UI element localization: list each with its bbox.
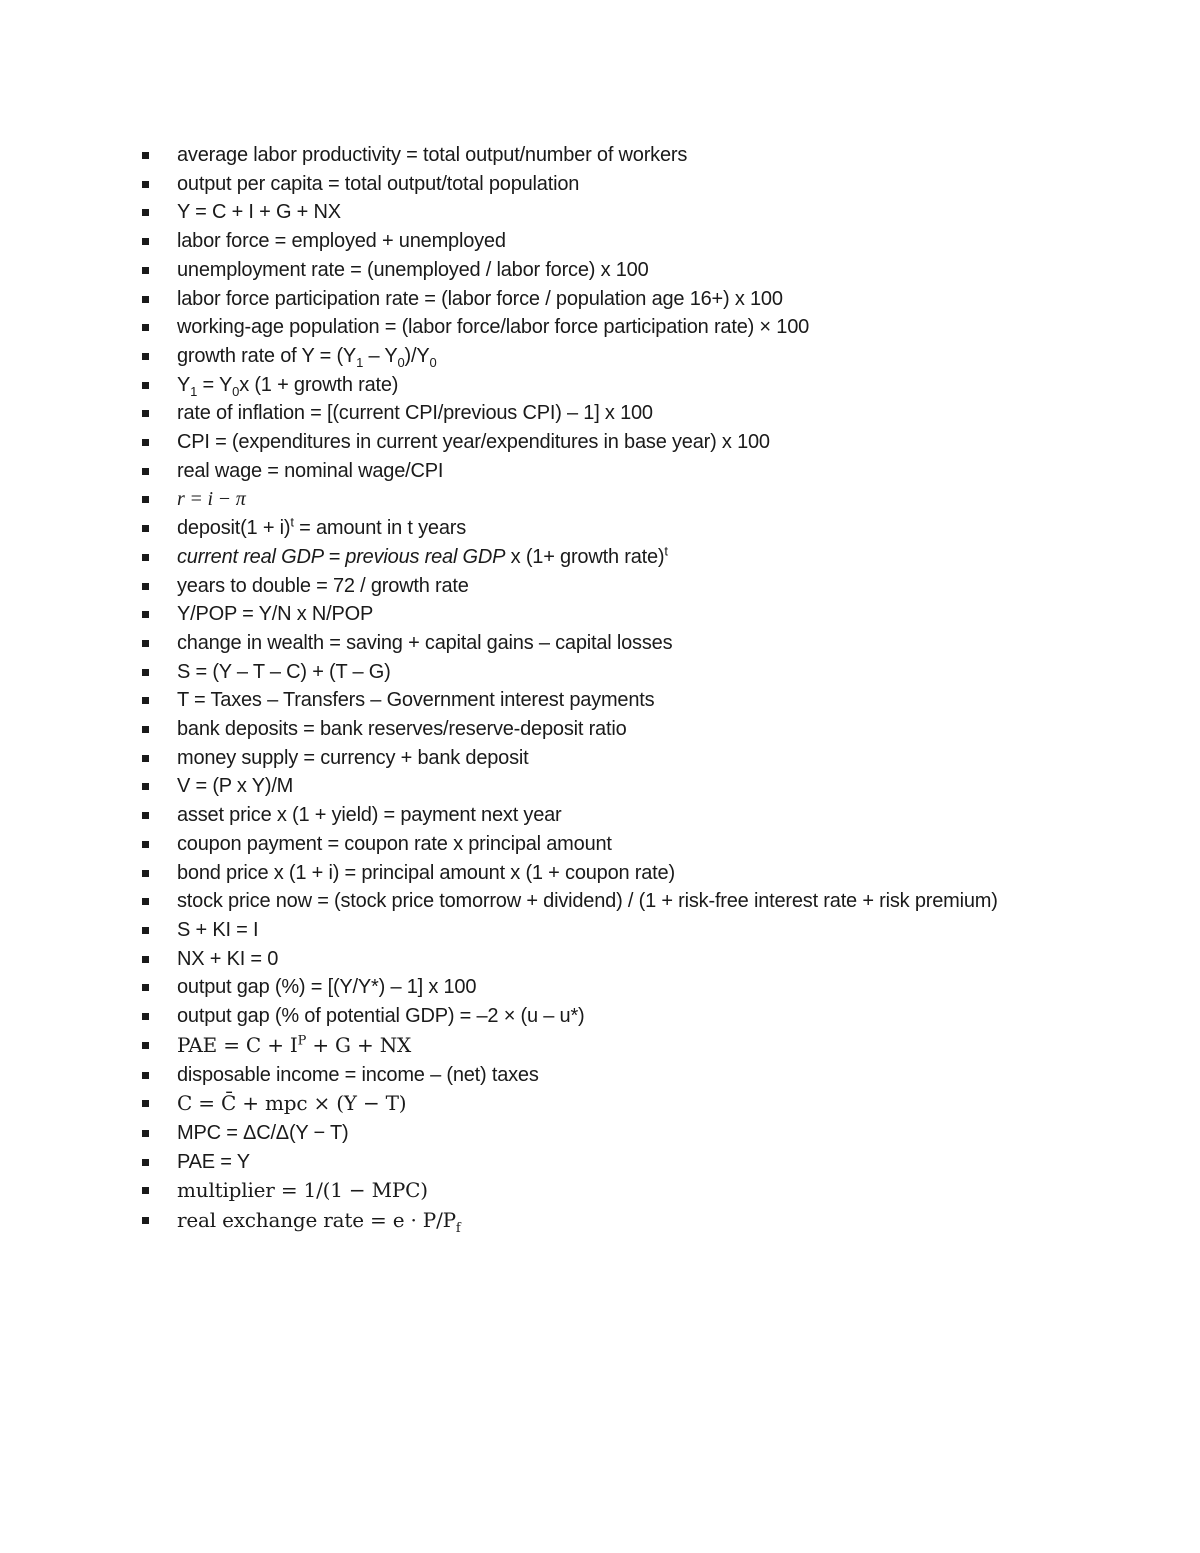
- subscript: 1: [356, 354, 364, 370]
- formula-real-wage: [140, 457, 1020, 486]
- formula-part: PAE = C + I: [177, 1032, 298, 1057]
- formula-text: rate of inflation = [(current CPI/previous CPI) – 1] x 100: [177, 402, 653, 425]
- formula-net-exports-capital: [140, 945, 1020, 974]
- formula-text: [177, 1208, 461, 1237]
- square-bullet-icon: [142, 525, 149, 532]
- formula-coupon-payment: [140, 830, 1020, 859]
- formula-real-exchange-rate: [140, 1206, 1020, 1236]
- square-bullet-icon: [142, 238, 149, 245]
- square-bullet-icon: [142, 1130, 149, 1137]
- formula-part: )/Y: [404, 344, 430, 367]
- square-bullet-icon: [142, 382, 149, 389]
- formula-text: real wage = nominal wage/CPI: [177, 459, 444, 482]
- formula-output-gap: [140, 973, 1020, 1002]
- formula-velocity: [140, 772, 1020, 801]
- formula-working-age-population: [140, 313, 1020, 342]
- formula-text: labor force = employed + unemployed: [177, 230, 506, 253]
- superscript: t: [290, 514, 294, 530]
- formula-text: change in wealth = saving + capital gains – capital losses: [177, 631, 673, 654]
- formula-compound-deposit: [140, 514, 1020, 543]
- square-bullet-icon: [142, 324, 149, 331]
- subscript: 0: [232, 383, 240, 399]
- formula-output-decomposition: [140, 600, 1020, 629]
- formula-text: Y/POP = Y/N x N/POP: [177, 603, 374, 626]
- square-bullet-icon: [142, 1042, 149, 1049]
- formula-text: S + KI = I: [177, 918, 259, 941]
- formula-multiplier: [140, 1176, 1020, 1206]
- square-bullet-icon: [142, 554, 149, 561]
- formula-money-supply: [140, 744, 1020, 773]
- formula-growth-rate: [140, 342, 1020, 371]
- square-bullet-icon: [142, 669, 149, 676]
- formula-text: MPC = ΔC/Δ(Y − T): [177, 1121, 349, 1144]
- square-bullet-icon: [142, 152, 149, 159]
- formula-participation-rate: [140, 285, 1020, 314]
- formula-asset-price: [140, 801, 1020, 830]
- subscript: f: [455, 1221, 461, 1237]
- formula-part: x (1 + growth rate): [239, 373, 399, 396]
- formula-inflation-rate: [140, 399, 1020, 428]
- square-bullet-icon: [142, 697, 149, 704]
- square-bullet-icon: [142, 783, 149, 790]
- formula-part: deposit(1 + i): [177, 517, 291, 540]
- formula-text: NX + KI = 0: [177, 947, 279, 970]
- formula-labor-force: [140, 227, 1020, 256]
- square-bullet-icon: [142, 1100, 149, 1107]
- formula-part: – Y: [363, 344, 398, 367]
- square-bullet-icon: [142, 956, 149, 963]
- square-bullet-icon: [142, 812, 149, 819]
- subscript: 0: [429, 354, 437, 370]
- square-bullet-icon: [142, 410, 149, 417]
- square-bullet-icon: [142, 984, 149, 991]
- formula-average-labor-productivity: [140, 141, 1020, 170]
- formula-real-gdp-growth: [140, 543, 1020, 572]
- square-bullet-icon: [142, 898, 149, 905]
- formula-part: x (1+ growth rate): [505, 545, 665, 568]
- formula-text: unemployment rate = (unemployed / labor force) x 100: [177, 258, 649, 281]
- formula-text: years to double = 72 / growth rate: [177, 574, 469, 597]
- square-bullet-icon: [142, 1187, 149, 1194]
- formula-gdp-identity: [140, 198, 1020, 227]
- formula-part: growth rate of Y = (Y: [177, 344, 357, 367]
- formula-text: [177, 514, 466, 540]
- square-bullet-icon: [142, 1013, 149, 1020]
- formula-rule-of-72: [140, 572, 1020, 601]
- formula-text: bank deposits = bank reserves/reserve-deposit ratio: [177, 718, 627, 741]
- formula-part: = Y: [197, 373, 233, 396]
- square-bullet-icon: [142, 640, 149, 647]
- square-bullet-icon: [142, 1072, 149, 1079]
- formula-text: output gap (%) = [(Y/Y*) – 1] x 100: [177, 976, 477, 999]
- formula-future-output: [140, 371, 1020, 400]
- formula-text: CPI = (expenditures in current year/expenditures in base year) x 100: [177, 431, 770, 454]
- formula-stock-price: [140, 887, 1020, 916]
- square-bullet-icon: [142, 468, 149, 475]
- square-bullet-icon: [142, 296, 149, 303]
- formula-text: S = (Y – T – C) + (T – G): [177, 660, 391, 683]
- subscript: 0: [397, 354, 405, 370]
- formula-text: output gap (% of potential GDP) = –2 × (u – u*): [177, 1005, 585, 1028]
- formula-saving-investment: [140, 916, 1020, 945]
- square-bullet-icon: [142, 726, 149, 733]
- formula-text: working-age population = (labor force/labor force participation rate) × 100: [177, 316, 810, 339]
- formula-output-per-capita: [140, 170, 1020, 199]
- formula-text: disposable income = income – (net) taxes: [177, 1063, 539, 1086]
- square-bullet-icon: [142, 870, 149, 877]
- square-bullet-icon: [142, 209, 149, 216]
- formula-text: T = Taxes – Transfers – Government interest payments: [177, 689, 655, 712]
- formula-text: Y = C + I + G + NX: [177, 201, 341, 224]
- formula-text: average labor productivity = total output/number of workers: [177, 144, 688, 166]
- formula-mpc: [140, 1119, 1020, 1148]
- formula-text: coupon payment = coupon rate x principal amount: [177, 832, 612, 855]
- formula-part: + G + NX: [306, 1032, 412, 1057]
- formula-text: multiplier = 1/(1 − MPC): [177, 1178, 428, 1203]
- formula-net-taxes: [140, 686, 1020, 715]
- formula-unemployment-rate: [140, 256, 1020, 285]
- formula-list: [140, 141, 1020, 1236]
- superscript: t: [664, 543, 668, 559]
- formula-cpi: [140, 428, 1020, 457]
- formula-text: asset price x (1 + yield) = payment next year: [177, 804, 562, 827]
- formula-text: r = i − π: [177, 488, 246, 511]
- formula-national-saving: [140, 658, 1020, 687]
- formula-text: [177, 373, 399, 399]
- square-bullet-icon: [142, 496, 149, 503]
- square-bullet-icon: [142, 841, 149, 848]
- square-bullet-icon: [142, 267, 149, 274]
- formula-disposable-income: [140, 1061, 1020, 1090]
- formula-text: output per capita = total output/total population: [177, 172, 580, 195]
- formula-text: [177, 344, 437, 370]
- formula-part: current real GDP = previous real GDP: [177, 545, 506, 568]
- square-bullet-icon: [142, 927, 149, 934]
- square-bullet-icon: [142, 611, 149, 618]
- formula-text: V = (P x Y)/M: [177, 775, 294, 798]
- formula-text: bond price x (1 + i) = principal amount x (1 + coupon rate): [177, 861, 675, 884]
- formula-bank-deposits: [140, 715, 1020, 744]
- formula-change-in-wealth: [140, 629, 1020, 658]
- formula-text: C = C̄ + mpc × (Y − T): [177, 1091, 407, 1116]
- formula-part: real exchange rate = e · P/P: [177, 1208, 456, 1233]
- formula-equilibrium: [140, 1148, 1020, 1177]
- formula-text: money supply = currency + bank deposit: [177, 746, 529, 769]
- square-bullet-icon: [142, 181, 149, 188]
- formula-part: = amount in t years: [293, 517, 466, 540]
- square-bullet-icon: [142, 1159, 149, 1166]
- superscript: P: [297, 1033, 307, 1049]
- square-bullet-icon: [142, 583, 149, 590]
- square-bullet-icon: [142, 1217, 149, 1224]
- formula-text: [177, 543, 668, 568]
- formula-bond-price: [140, 859, 1020, 888]
- square-bullet-icon: [142, 439, 149, 446]
- formula-planned-aggregate-expenditure: [140, 1031, 1020, 1061]
- square-bullet-icon: [142, 755, 149, 762]
- square-bullet-icon: [142, 353, 149, 360]
- formula-text: stock price now = (stock price tomorrow + dividend) / (1 + risk-free interest rate + risk premium): [177, 890, 998, 913]
- formula-part: Y: [177, 373, 191, 396]
- formula-consumption-function: [140, 1089, 1020, 1119]
- subscript: 1: [190, 383, 198, 399]
- formula-text: [177, 1033, 411, 1057]
- formula-okuns-law: [140, 1002, 1020, 1031]
- formula-text: labor force participation rate = (labor force / population age 16+) x 100: [177, 287, 783, 310]
- formula-fisher-equation: [140, 485, 1020, 514]
- formula-text: PAE = Y: [177, 1150, 250, 1173]
